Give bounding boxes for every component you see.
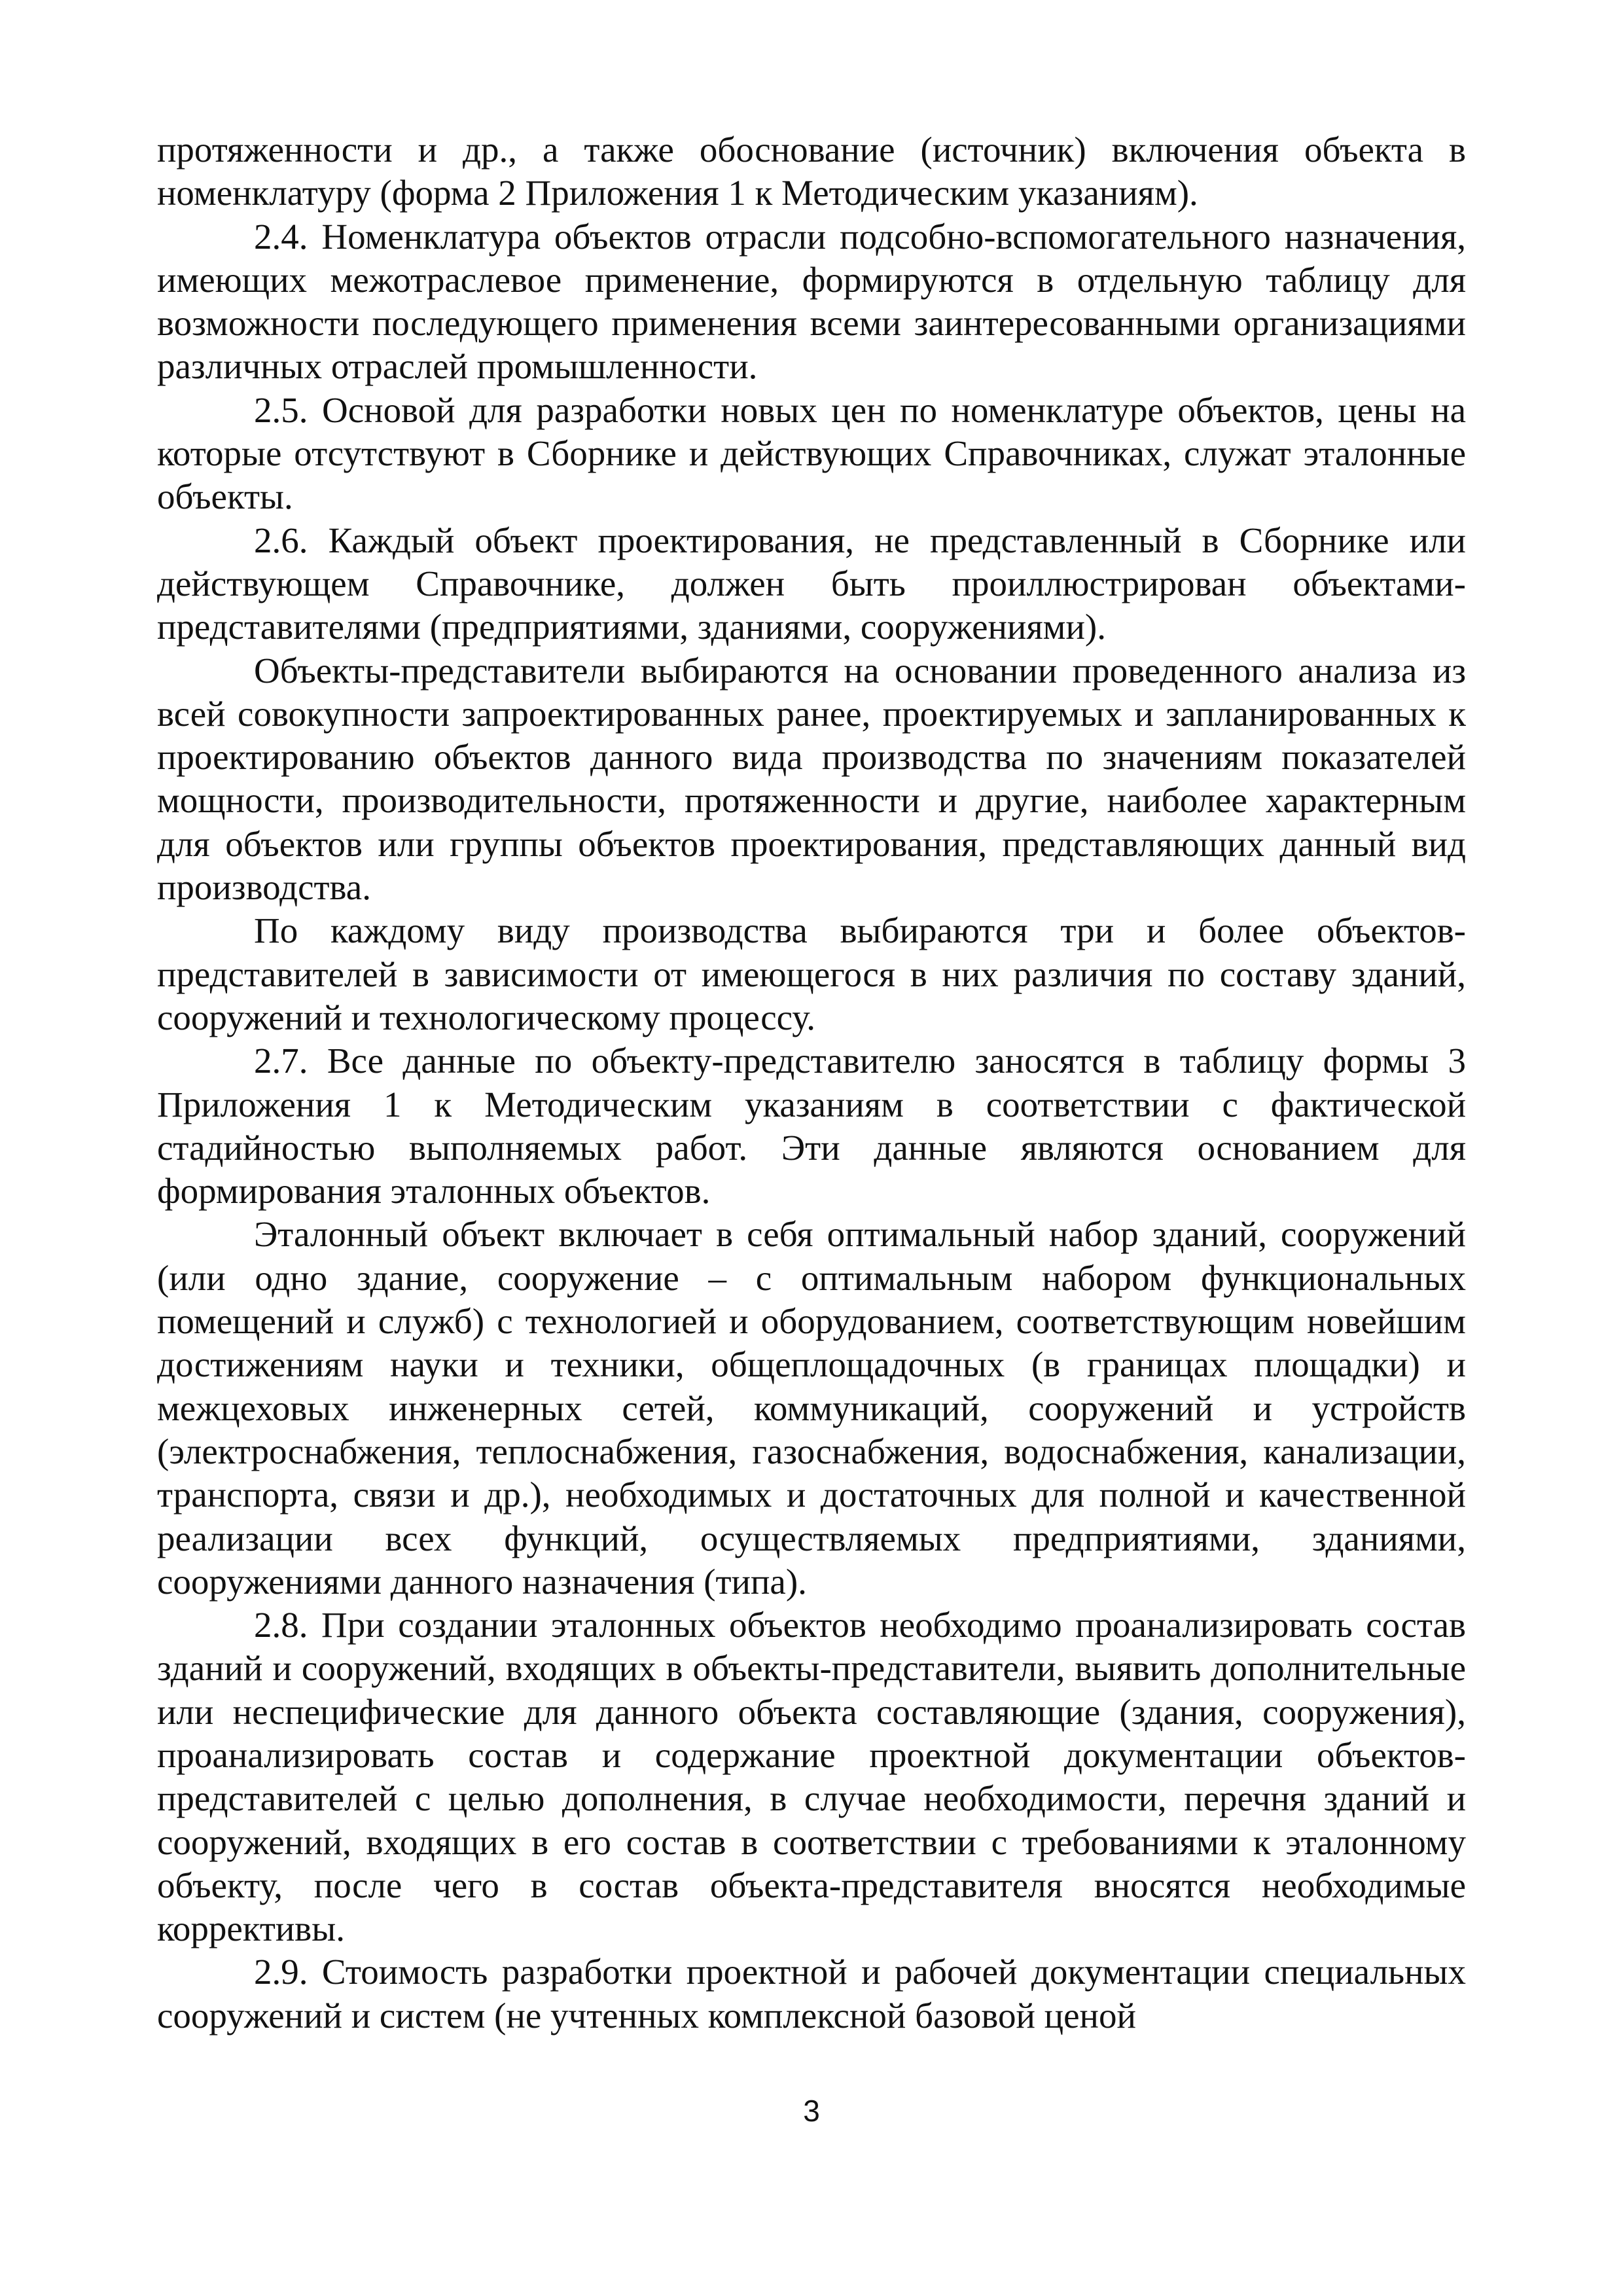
paragraph-2-4: 2.4. Номенклатура объектов отрасли подсобно-вспомогательного назначения, имеющих межотраслевое применение, формируются в отдельную таблицу для возможности последующего применения всеми заинтересованными организациями различных отраслей промышленности. bbox=[157, 216, 1466, 387]
paragraph-2-6: 2.6. Каждый объект проектирования, не представленный в Сборнике или действующем Справочнике, должен быть проиллюстрирован объектами-представителями (предприятиями, зданиями, сооружениями). bbox=[157, 520, 1466, 647]
paragraph-2-8: 2.8. При создании эталонных объектов необходимо проанализировать состав зданий и сооружений, входящих в объекты-представители, выявить дополнительные или неспецифические для данного объекта составляющие (здания, сооружения), проанализировать состав и содержание проектной документации объектов-представителей с целью дополнения, в случае необходимости, перечня зданий и сооружений, входящих в его состав в соответствии с требованиями к эталонному объекту, после чего в состав объекта-представителя вносятся необходимые коррективы. bbox=[157, 1605, 1466, 1949]
paragraph-1: протяженности и др., а также обоснование (источник) включения объекта в номенклатуру (форма 2 Приложения 1 к Методическим указаниям). bbox=[157, 130, 1466, 213]
body-text bbox=[157, 128, 1466, 2037]
paragraph-per-type: По каждому виду производства выбираются три и более объектов-представителей в зависимости от имеющегося в них различия по составу зданий, сооружений и технологическому процессу. bbox=[157, 910, 1466, 1037]
paragraph-representatives: Объекты-представители выбираются на основании проведенного анализа из всей совокупности запроектированных ранее, проектируемых и запланированных к проектированию объектов данного вида производства по значениям показателей мощности, производительности, протяженности и другие, наиболее характерным для объектов или группы объектов проектирования, представляющих данный вид производства. bbox=[157, 650, 1466, 908]
paragraph-2-7: 2.7. Все данные по объекту-представителю заносятся в таблицу формы 3 Приложения 1 к Методическим указаниям в соответствии с фактической стадийностью выполняемых работ. Эти данные являются основанием для формирования эталонных объектов. bbox=[157, 1041, 1466, 1211]
paragraph-reference-object: Эталонный объект включает в себя оптимальный набор зданий, сооружений (или одно здание, сооружение – с оптимальным набором функциональных помещений и служб) с технологией и оборудованием, соответствующим новейшим достижениям науки и техники, общеплощадочных (в границах площадки) и межцеховых инженерных сетей, коммуникаций, сооружений и устройств (электроснабжения, теплоснабжения, газоснабжения, водоснабжения, канализации, транспорта, связи и др.), необходимых и достаточных для полной и качественной реализации всех функций, осуществляемых предприятиями, зданиями, сооружениями данного назначения (типа). bbox=[157, 1214, 1466, 1602]
paragraph-2-5: 2.5. Основой для разработки новых цен по номенклатуре объектов, цены на которые отсутствуют в Сборнике и действующих Справочниках, служат эталонные объекты. bbox=[157, 389, 1466, 517]
paragraph-2-9: 2.9. Стоимость разработки проектной и рабочей документации специальных сооружений и систем (не учтенных комплексной базовой ценой bbox=[157, 1952, 1466, 2036]
page-number: 3 bbox=[803, 2094, 820, 2128]
